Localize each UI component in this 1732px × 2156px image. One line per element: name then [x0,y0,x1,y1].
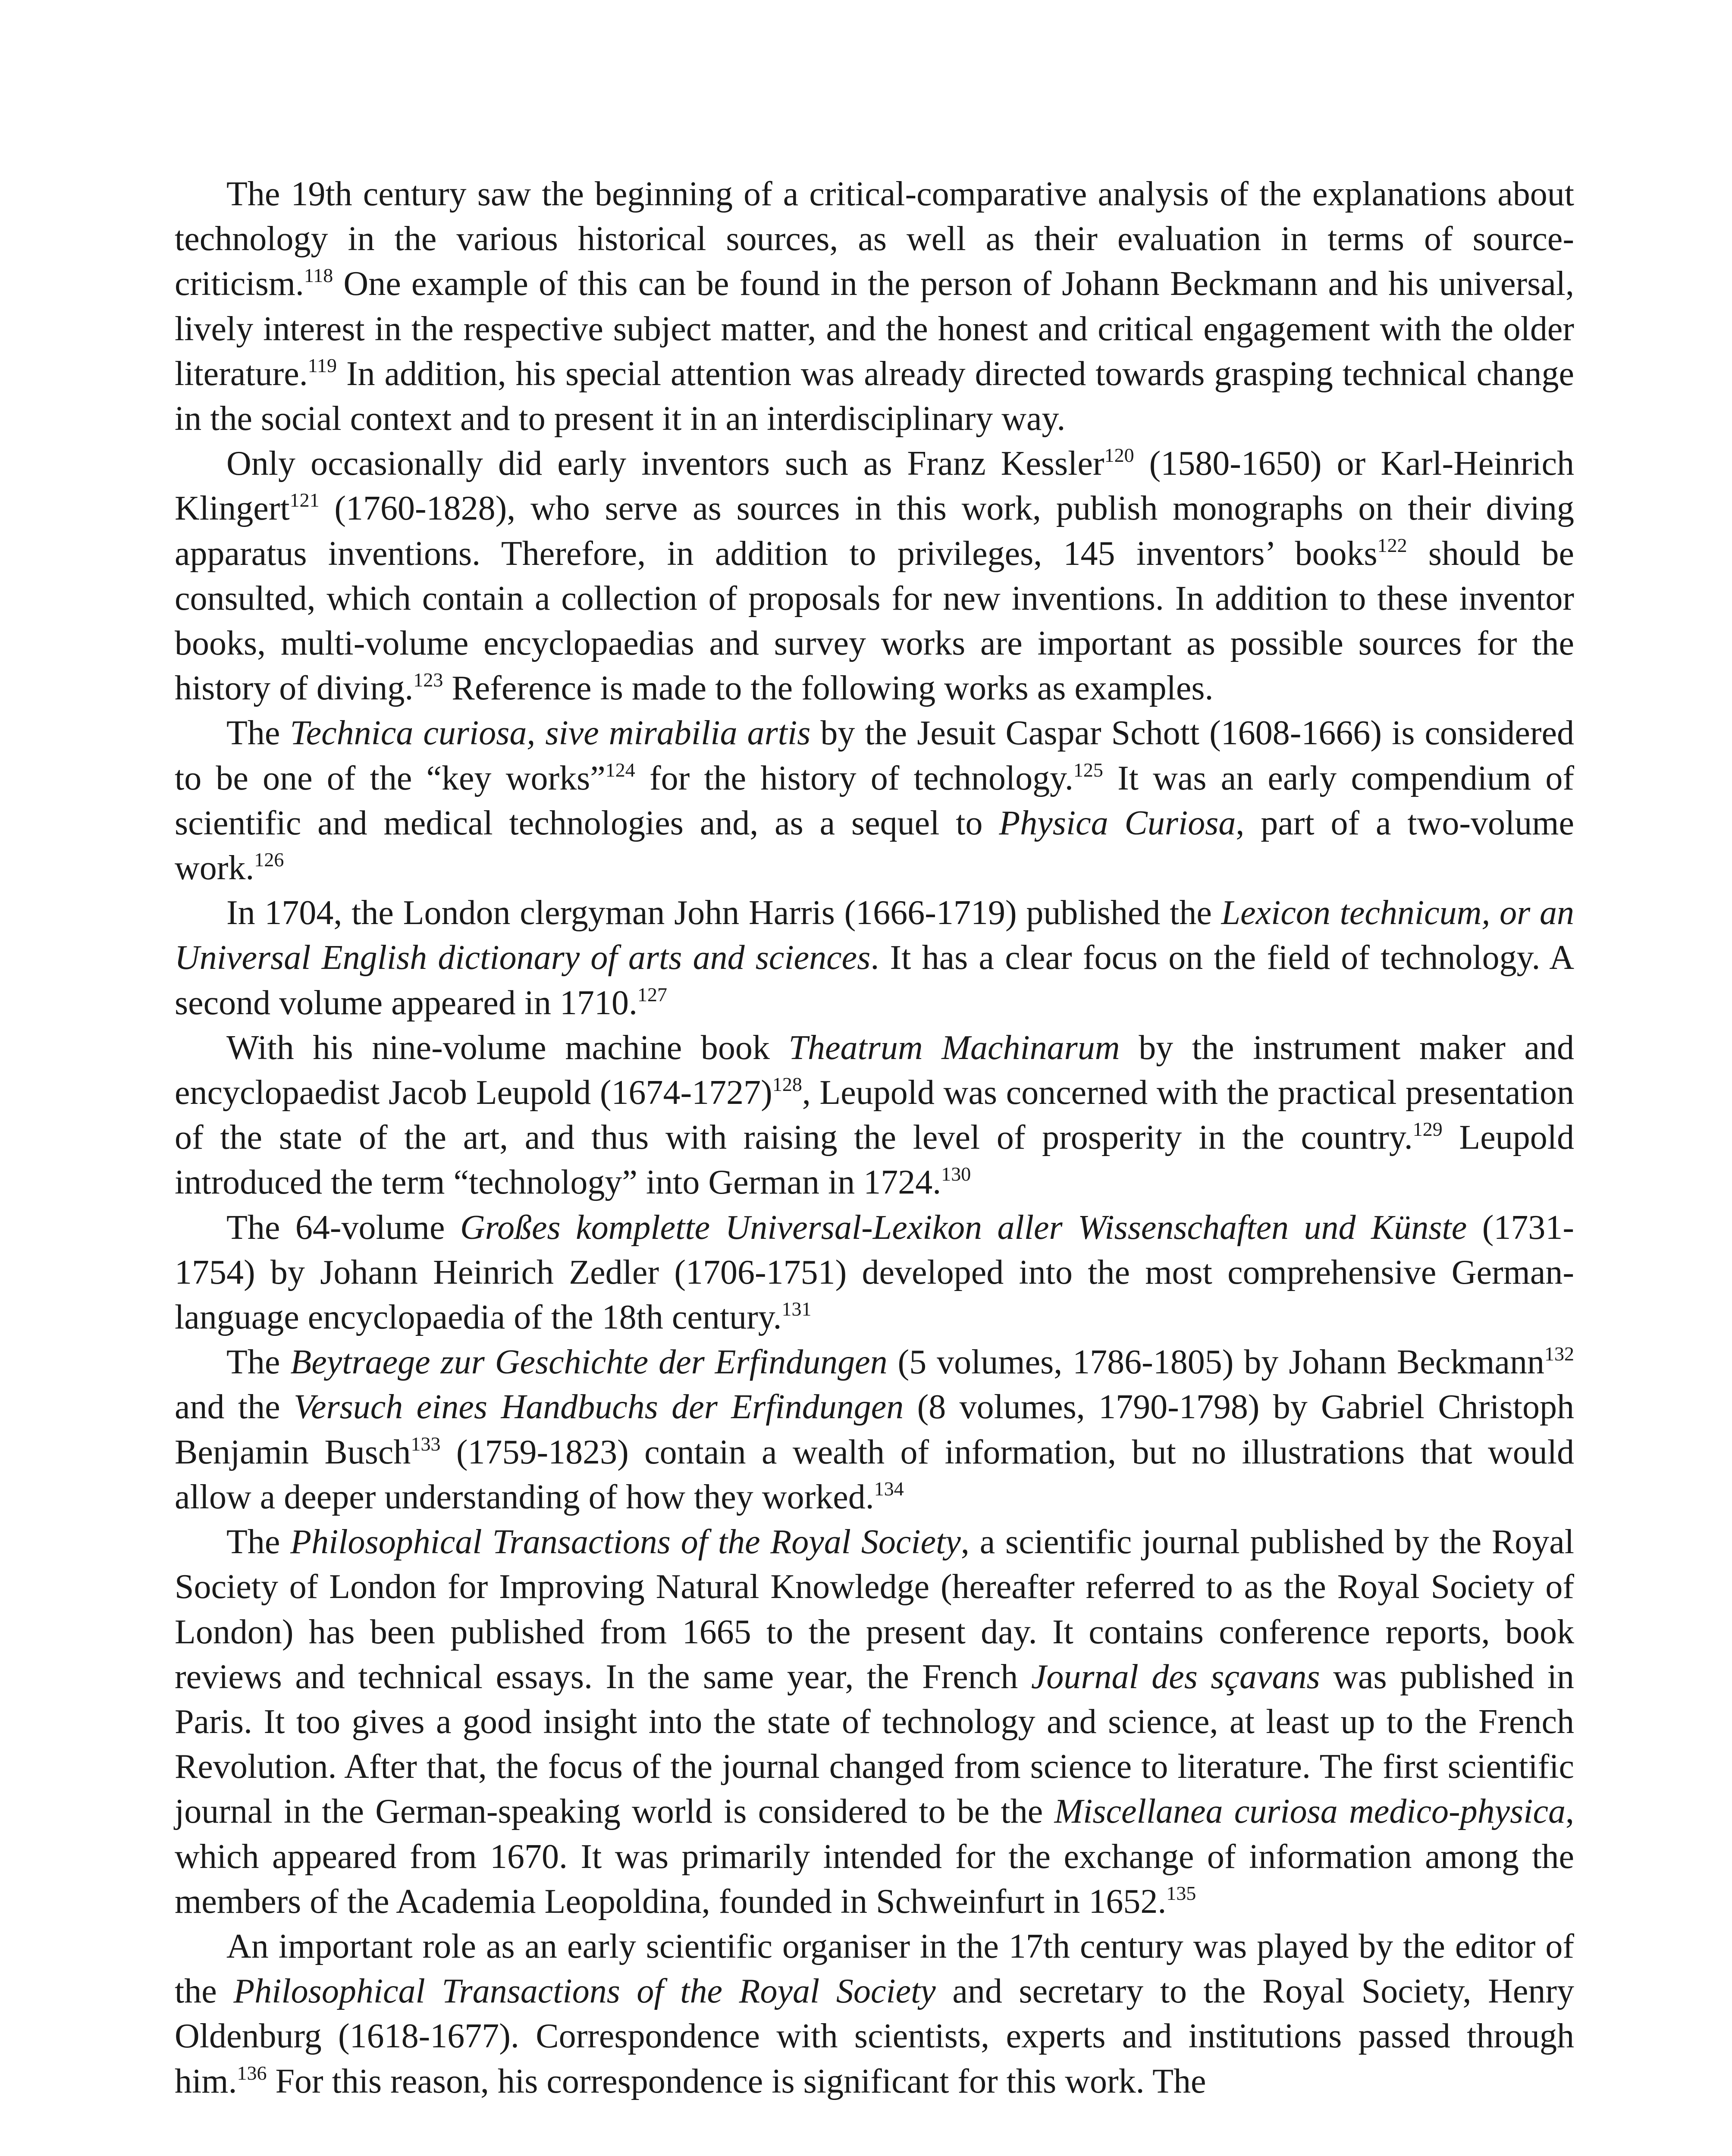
text-run: Leupold introduced the term “technology” into German in 1724. [175,1119,1574,1202]
text-run: The 64-volume [226,1208,461,1247]
paragraph [175,890,1574,1025]
footnote-ref: 127 [637,983,668,1006]
text-run: (1759-1823) contain a wealth of information, but no illustrations that would allow a deeper understanding of how they worked. [175,1433,1574,1516]
text-run: (1760-1828), who serve as sources in this work, publish monographs on their diving apparatus inventions. Therefore, in addition to privileges, 145 inventors’ books [175,489,1574,573]
footnote-ref: 123 [413,669,443,691]
body-text [175,172,1574,2104]
footnote-ref: 133 [411,1432,441,1455]
text-run: , a scientific journal published by the Royal Society of London for Improving Natural Knowledge (hereafter referred to as the Royal Society of London) has been published from 1665 to the present day. It contains conference reports, book reviews and technical essays. In the same year, the French [175,1523,1575,1696]
text-run: should be consulted, which contain a collection of proposals for new inventions. In addition to these inventor books, multi-volume encyclopaedias and survey works are important as possible sources for the history of diving. [175,534,1575,708]
footnote-ref: 126 [254,849,284,871]
text-run: The [226,1343,291,1382]
text-run: , part of a two-volume work. [175,804,1575,887]
footnote-ref: 120 [1104,444,1134,467]
footnote-ref: 129 [1412,1118,1443,1141]
italic-title: Miscellanea curiosa medico-physica [1054,1792,1566,1831]
italic-title: Beytraege zur Geschichte der Erfindungen [290,1343,888,1382]
text-run: and the [175,1388,294,1426]
text-run: (5 volumes, 1786-1805) by Johann Beckmann [887,1343,1545,1382]
footnote-ref: 124 [605,758,635,781]
text-run: With his nine-volume machine book [226,1028,789,1067]
text-run: (8 volumes, 1790-1798) by Gabriel Christoph Benjamin Busch [175,1388,1574,1471]
text-run: In addition, his special attention was already directed towards grasping technical change in the social context and to present it in an interdisciplinary way. [175,354,1574,438]
text-run: , Leupold was concerned with the practical presentation of the state of the art, and thus with raising the level of prosperity in the country. [175,1074,1574,1157]
text-run: by the instrument maker and encyclopaedist Jacob Leupold (1674-1727) [175,1028,1575,1112]
text-run: and secretary to the Royal Society, Henry Oldenburg (1618-1677). Correspondence with scientists, experts and institutions passed through him. [175,1972,1575,2100]
italic-title: Großes komplette Universal-Lexikon aller Wissenschaften und Künste [460,1208,1467,1247]
paragraph [175,1924,1574,2104]
italic-title: Philosophical Transactions of the Royal Society [290,1523,961,1561]
footnote-ref: 128 [772,1073,802,1096]
italic-title: Technica curiosa, sive mirabilia artis [290,714,811,752]
text-run: The [226,714,290,752]
italic-title: Theatrum Machinarum [788,1028,1120,1067]
paragraph [175,172,1574,441]
footnote-ref: 132 [1544,1343,1575,1365]
text-run: An important role as an early scientific organiser in the 17th century was played by the editor of the [175,1927,1574,2011]
footnote-ref: 125 [1073,758,1103,781]
paragraph [175,1520,1574,1924]
text-run: One example of this can be found in the person of Johann Beckmann and his universal, lively interest in the respective subject matter, and the honest and critical engagement with the older literature. [175,265,1574,393]
paragraph [175,441,1574,711]
footnote-ref: 122 [1377,534,1407,556]
text-run: for the history of technology. [635,759,1073,797]
footnote-ref: 134 [874,1477,904,1500]
text-run: The 19th century saw the beginning of a critical-comparative analysis of the explanations about technology in the various historical sources, as well as their evaluation in terms of source-criticism. [175,175,1574,303]
footnote-ref: 131 [781,1298,812,1320]
text-run: (1731-1754) by Johann Heinrich Zedler (1706-1751) developed into the most comprehensive German-language encyclopaedia of the 18th century. [175,1208,1574,1337]
text-run: by the Jesuit Caspar Schott (1608-1666) is considered to be one of the “key works” [175,714,1575,797]
text-run: , which appeared from 1670. It was primarily intended for the exchange of information among the members of the Academia Leopoldina, founded in Schweinfurt in 1652. [175,1792,1574,1921]
paragraph [175,711,1574,890]
text-run: It was an early compendium of scientific and medical technologies and, as a sequel to [175,759,1575,842]
footnote-ref: 118 [304,264,333,287]
text-run: Only occasionally did early inventors such as Franz Kessler [226,445,1104,483]
text-run: Reference is made to the following works as examples. [443,669,1214,708]
paragraph [175,1340,1574,1520]
paragraph [175,1205,1574,1340]
text-run: was published in Paris. It too gives a good insight into the state of technology and science, at least up to the French Revolution. After that, the focus of the journal changed from science to literature. The first scientific journal in the German-speaking world is considered to be the [175,1658,1574,1831]
text-run: (1580-1650) or Karl-Heinrich Klingert [175,445,1574,528]
footnote-ref: 130 [941,1163,971,1185]
footnote-ref: 136 [237,2062,267,2084]
italic-title: Journal des sçavans [1031,1658,1320,1696]
text-run: For this reason, his correspondence is significant for this work. The [267,2062,1206,2100]
italic-title: Philosophical Transactions of the Royal Society [233,1972,936,2011]
footnote-ref: 119 [307,354,337,376]
italic-title: Physica Curiosa [999,804,1236,842]
footnote-ref: 121 [289,489,320,511]
text-run: The [226,1523,291,1561]
text-run: In 1704, the London clergyman John Harris (1666-1719) published the [226,894,1221,932]
paragraph [175,1025,1574,1205]
italic-title: Versuch eines Handbuchs der Erfindungen [294,1388,904,1426]
text-run: . It has a clear focus on the field of technology. A second volume appeared in 1710. [175,939,1575,1022]
italic-title: Lexicon technicum, or an Universal English dictionary of arts and sciences [175,894,1575,977]
footnote-ref: 135 [1166,1882,1196,1904]
